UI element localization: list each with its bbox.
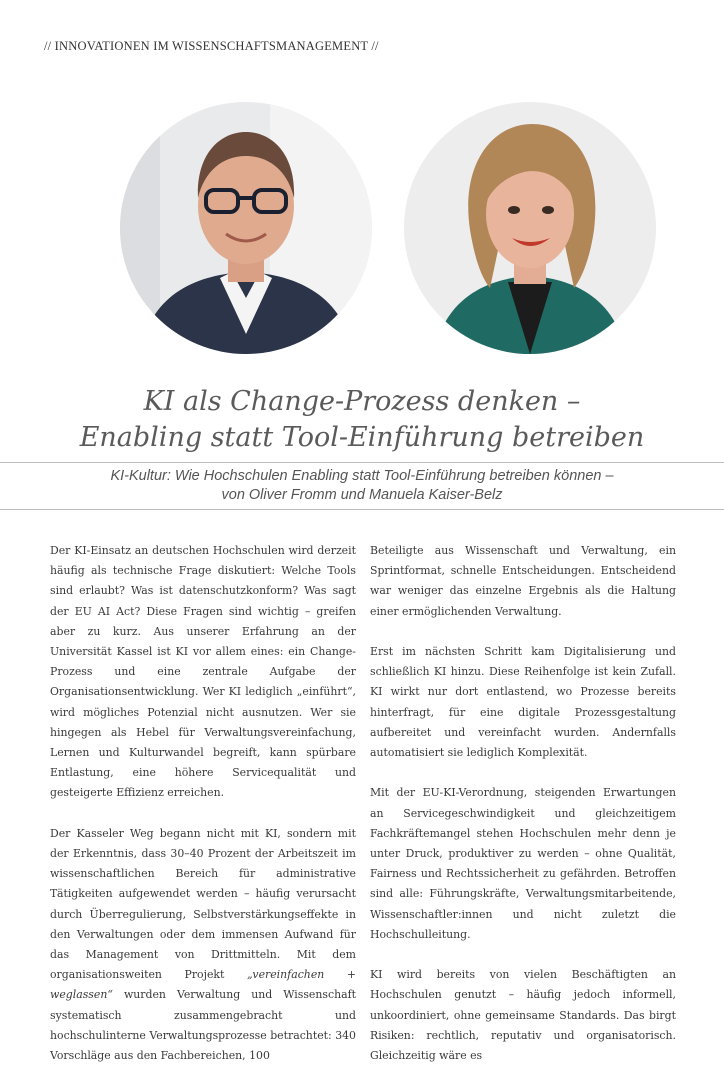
subline-line-2: von Oliver Fromm und Manuela Kaiser-Belz [221, 487, 503, 503]
headline-line-2: Enabling statt Tool-Einführung betreiben [79, 422, 645, 453]
portrait-man [120, 102, 372, 354]
portrait-woman [404, 102, 656, 354]
paragraph: Der KI-Einsatz an deutschen Hochschulen wird derzeit häufig als technische Frage diskutiert: Welche Tools sind erlaubt? Was ist datenschutzkonform? Was sagt der EU AI Act? Diese Fragen sind wichtig – greifen aber zu kurz. Aus unserer Erfahrung an der Universität Kassel ist KI vor allem eines: ein Change-Prozess und eine zentrale Aufgabe der Organisationsentwicklung. Wer KI lediglich „einführt“, wird mögliches Potenzial nicht ausnutzen. Wer sie hingegen als Hebel für Verwaltungsvereinfachung, Lernen und Kulturwandel begreift, kann spürbare Entlastung, eine höhere Servicequalität und gesteigerte Effizienz erreichen. [50, 544, 356, 800]
portrait-woman-illustration [404, 102, 656, 354]
project-name: „vereinfachen + weglassen“ [50, 968, 356, 1002]
body-column-right [370, 541, 676, 1086]
divider-top [0, 462, 724, 463]
paragraph: Mit der EU-KI-Verordnung, steigenden Erwartungen an Servicegeschwindigkeit und gleichzeitigem Fachkräftemangel stehen Hochschulen mehr denn je unter Druck, produktiver zu werden – ohne Qualität, Fairness und Rechtssicherheit zu gefährden. Betroffen sind alle: Führungskräfte, Verwaltungsmitarbeitende, Wissenschaftler:innen und nicht zuletzt die Hochschulleitung. [370, 786, 676, 941]
divider-bottom [0, 509, 724, 510]
subline-line-1: KI-Kultur: Wie Hochschulen Enabling statt Tool-Einführung betreiben können – [110, 468, 614, 484]
paragraph-text: wurden Verwaltung und Wissenschaft systematisch zusammengebracht und hochschulinterne Verwaltungsprozesse betrachtet: 340 Vorschläge aus den Fachbereichen, 100 [50, 988, 356, 1063]
paragraph: Erst im nächsten Schritt kam Digitalisierung und schließlich KI hinzu. Diese Reihenfolge ist kein Zufall. KI wirkt nur dort entlastend, wo Prozesse bereits hinterfragt, für eine digitale Prozessgestaltung aufbereitet und vereinfacht wurden. Andernfalls automatisiert sie lediglich Komplexität. [370, 645, 676, 760]
article-headline [0, 384, 724, 456]
article-subline [0, 467, 724, 505]
paragraph: KI wird bereits von vielen Beschäftigten an Hochschulen genutzt – häufig jedoch informell, unkoordiniert, ohne gemeinsame Standards. Das birgt Risiken: rechtlich, reputativ und organisatorisch. Gleichzeitig wäre es [370, 968, 676, 1063]
paragraph [50, 824, 356, 1066]
paragraph: Beteiligte aus Wissenschaft und Verwaltung, ein Sprintformat, schnelle Entscheidungen. Entscheidend war weniger das einzelne Ergebnis als die Haltung einer ermöglichenden Verwaltung. [370, 544, 676, 618]
body-column-left [50, 541, 356, 1086]
paragraph-text: Der Kasseler Weg begann nicht mit KI, sondern mit der Erkenntnis, dass 30–40 Prozent der Arbeitszeit im wissenschaftlichen Bereich für administrative Tätigkeiten aufgewendet werden – häufig verursacht durch Überregulierung, Selbstverstärkungseffekte in den Verwaltungen oder dem immensen Aufwand für das Management von Drittmitteln. Mit dem organisationsweiten Projekt [50, 826, 356, 982]
portrait-man-illustration [120, 102, 372, 354]
section-kicker: // INNOVATIONEN IM WISSENSCHAFTSMANAGEMENT // [44, 39, 379, 53]
headline-line-1: KI als Change-Prozess denken – [143, 386, 581, 417]
